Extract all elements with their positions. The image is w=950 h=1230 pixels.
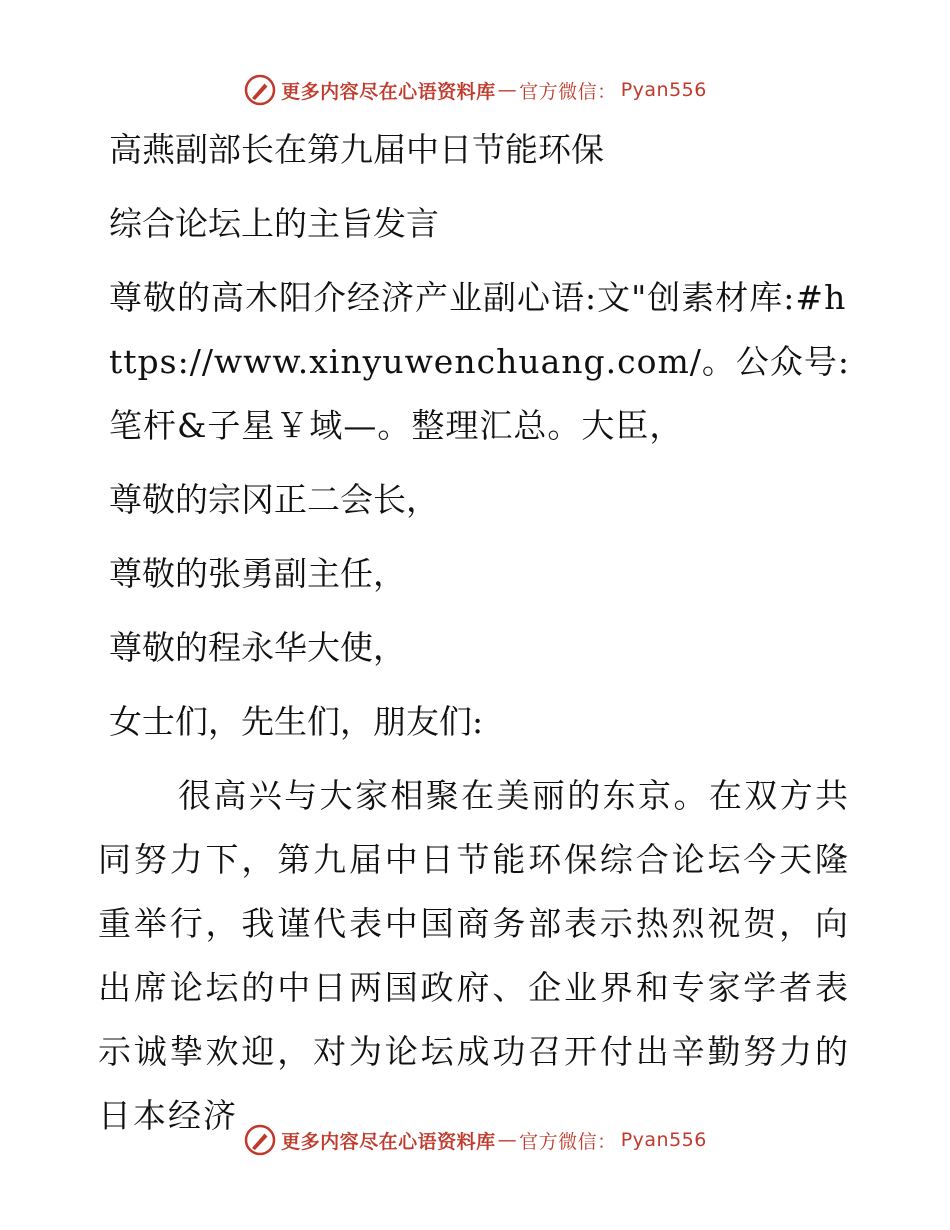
document-title-line-2: 综合论坛上的主旨发言 xyxy=(109,204,439,243)
banner-wechat-handle: Pyan556 xyxy=(620,79,707,101)
pen-seal-icon xyxy=(243,73,277,107)
banner-wechat-label: 官方微信： xyxy=(519,1130,617,1153)
salutation-3: 尊敬的张勇副主任， xyxy=(109,554,406,593)
spacer xyxy=(98,532,850,542)
spacer xyxy=(98,606,850,616)
header-watermark-banner xyxy=(0,70,950,110)
spacer xyxy=(98,182,850,192)
banner-wechat-handle: Pyan556 xyxy=(620,1129,707,1151)
body-paragraph-1: 很高兴与大家相聚在美丽的东京。在双方共同努力下，第九届中日节能环保综合论坛今天隆重举行，我谨代表中国商务部表示热烈祝贺，向出席论坛的中日两国政府、企业界和专家学者表示诚挚欢迎，对为论坛成功召开付出辛勤努力的日本经济 xyxy=(98,776,850,1135)
banner-main-text: 更多内容尽在心语资料库 xyxy=(281,80,496,103)
salutation-2: 尊敬的宗冈正二会长， xyxy=(109,480,439,519)
banner-dash: — xyxy=(497,79,518,101)
spacer xyxy=(98,256,850,266)
document-title-line-1: 高燕副部长在第九届中日节能环保 xyxy=(109,130,604,169)
pen-seal-icon xyxy=(243,1123,277,1157)
banner-dash: — xyxy=(497,1129,518,1151)
salutation-1: 尊敬的高木阳介经济产业副心语:文"创素材库:#https://www.xinyuwenchuang.com/。公众号: 笔杆&子星￥域—。整理汇总。大臣， xyxy=(109,278,851,445)
footer-watermark-banner xyxy=(0,1120,950,1160)
salutation-5: 女士们，先生们，朋友们: xyxy=(109,702,484,741)
spacer xyxy=(98,458,850,468)
salutation-4: 尊敬的程永华大使， xyxy=(109,628,406,667)
document-body xyxy=(98,118,850,1148)
banner-main-text: 更多内容尽在心语资料库 xyxy=(281,1130,496,1153)
banner-wechat-label: 官方微信： xyxy=(519,80,617,103)
spacer xyxy=(98,680,850,690)
spacer xyxy=(98,754,850,764)
